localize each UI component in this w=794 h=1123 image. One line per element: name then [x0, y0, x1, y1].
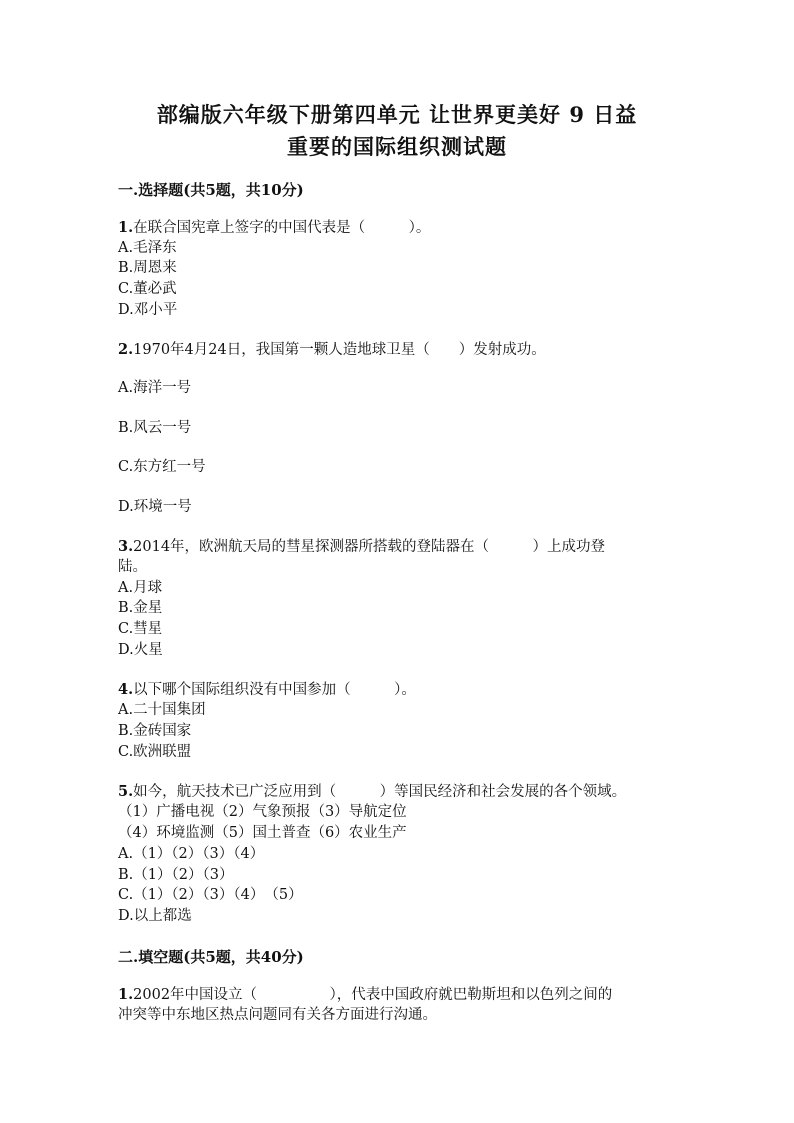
- question-4-option-a: A.二十国集团: [118, 702, 206, 718]
- question-1-option-d: D.邓小平: [118, 302, 178, 318]
- question-1-stem: [118, 218, 430, 238]
- question-number: 2.: [118, 341, 134, 358]
- question-5-stem: [118, 782, 626, 802]
- question-3-stem: [118, 537, 605, 557]
- question-2-option-c: C.东方红一号: [118, 459, 206, 475]
- question-1-option-c: C.董必武: [118, 281, 177, 297]
- question-text: 2014年，欧洲航天局的彗星探测器所搭载的登陆器在（ ）上成功登: [133, 539, 606, 555]
- question-4-option-b: B.金砖国家: [118, 723, 192, 739]
- question-text: 1970年4月24日，我国第一颗人造地球卫星（ ）发射成功。: [133, 342, 546, 358]
- question-4-option-c: C.欧洲联盟: [118, 744, 192, 760]
- question-5-option-c: C.（1）（2）（3）（4） （5）: [118, 887, 303, 903]
- section-heading-choice: 一.选择题(共5题，共10分): [118, 181, 304, 199]
- question-1-option-a: A.毛泽东: [118, 240, 177, 256]
- section-heading-fill-in: 二.填空题(共5题，共40分): [118, 948, 304, 966]
- question-number: 1.: [118, 219, 134, 236]
- fill-question-1-stem: [118, 985, 612, 1005]
- question-5-extra-line-2: （4）环境监测（5）国土普查（6）农业生产: [118, 825, 407, 841]
- question-3-option-d: D.火星: [118, 642, 163, 658]
- question-number: 5.: [118, 783, 134, 800]
- fill-question-1-stem-continued: 冲突等中东地区热点问题同有关各方面进行沟通。: [118, 1007, 437, 1023]
- question-2-option-a: A.海洋一号: [118, 380, 192, 396]
- question-number: 4.: [118, 681, 134, 698]
- question-3-option-c: C.彗星: [118, 621, 163, 637]
- question-text: 2002年中国设立（ ），代表中国政府就巴勒斯坦和以色列之间的: [133, 987, 613, 1003]
- question-number: 1.: [118, 986, 134, 1003]
- question-text: 在联合国宪章上签字的中国代表是（ ）。: [133, 220, 431, 236]
- question-5-option-d: D.以上都选: [118, 908, 192, 924]
- question-text: 以下哪个国际组织没有中国参加（ ）。: [133, 682, 416, 698]
- question-5-option-b: B.（1）（2）（3）: [118, 867, 234, 883]
- page-title-line-2: 重要的国际组织测试题: [287, 134, 507, 159]
- question-4-stem: [118, 680, 416, 700]
- question-5-option-a: A.（1）（2）（3）（4）: [118, 846, 265, 862]
- question-3-option-b: B.金星: [118, 600, 163, 616]
- question-2-stem: [118, 340, 546, 360]
- question-3-stem-continued: 陆。: [118, 559, 147, 575]
- question-text: 如今，航天技术已广泛应用到（ ）等国民经济和社会发展的各个领域。: [133, 784, 627, 800]
- question-3-option-a: A.月球: [118, 580, 163, 596]
- question-2-option-b: B.风云一号: [118, 420, 192, 436]
- question-1-option-b: B.周恩来: [118, 260, 177, 276]
- question-5-extra-line-1: （1）广播电视（2）气象预报（3）导航定位: [118, 804, 407, 820]
- page-title-line-1: 部编版六年级下册第四单元 让世界更美好 9 日益: [156, 102, 638, 127]
- question-2-option-d: D.环境一号: [118, 499, 192, 515]
- question-number: 3.: [118, 538, 134, 555]
